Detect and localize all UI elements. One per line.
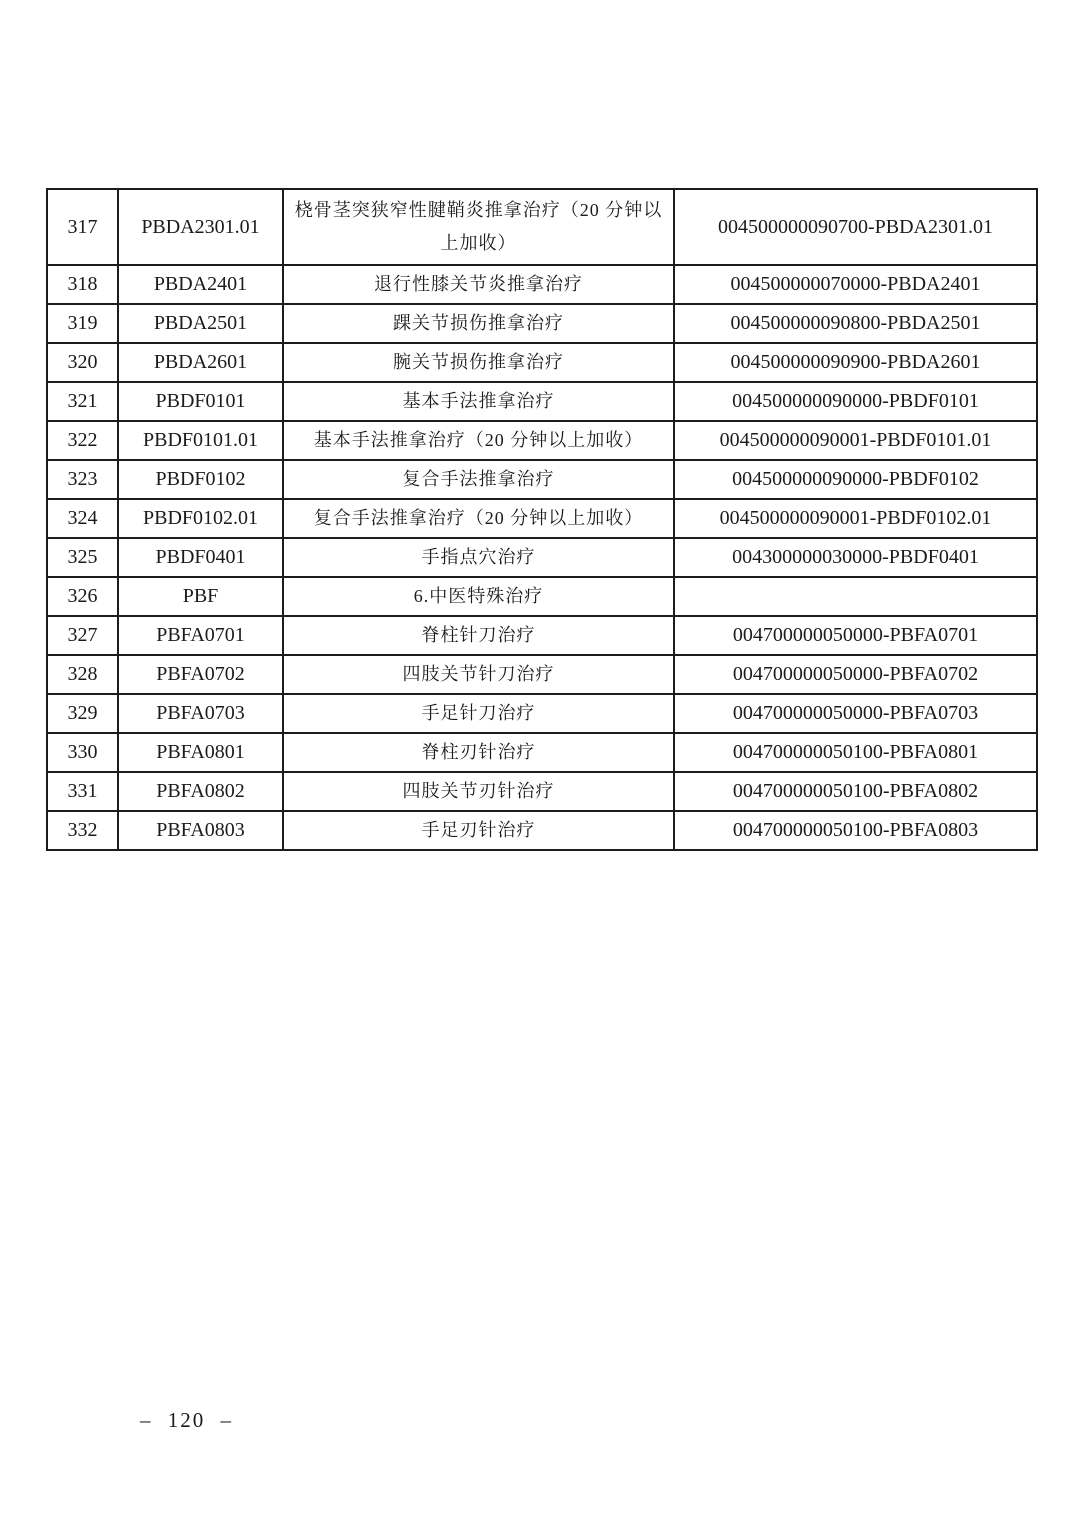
row-number-cell: 319 xyxy=(47,304,118,343)
row-number-cell: 325 xyxy=(47,538,118,577)
procedure-code-cell: PBDF0401 xyxy=(118,538,283,577)
procedure-name-cell: 复合手法推拿治疗（20 分钟以上加收） xyxy=(283,499,674,538)
procedure-name-cell: 脊柱针刀治疗 xyxy=(283,616,674,655)
standard-code-cell: 004500000090800-PBDA2501 xyxy=(674,304,1037,343)
standard-code-cell: 004700000050100-PBFA0803 xyxy=(674,811,1037,850)
procedure-code-cell: PBFA0801 xyxy=(118,733,283,772)
standard-code-cell: 004500000090700-PBDA2301.01 xyxy=(674,189,1037,265)
row-number-cell: 324 xyxy=(47,499,118,538)
table-row xyxy=(47,733,1037,772)
procedure-code-cell: PBDA2601 xyxy=(118,343,283,382)
row-number-cell: 317 xyxy=(47,189,118,265)
procedure-code-cell: PBDA2401 xyxy=(118,265,283,304)
standard-code-cell xyxy=(674,577,1037,616)
procedure-code-table-body xyxy=(47,189,1037,850)
procedure-name-cell: 踝关节损伤推拿治疗 xyxy=(283,304,674,343)
standard-code-cell: 004700000050000-PBFA0702 xyxy=(674,655,1037,694)
table-row xyxy=(47,694,1037,733)
procedure-name-cell: 基本手法推拿治疗 xyxy=(283,382,674,421)
table-row xyxy=(47,189,1037,265)
procedure-name-cell: 桡骨茎突狭窄性腱鞘炎推拿治疗（20 分钟以上加收） xyxy=(283,189,674,265)
procedure-code-cell: PBFA0703 xyxy=(118,694,283,733)
procedure-name-cell: 退行性膝关节炎推拿治疗 xyxy=(283,265,674,304)
row-number-cell: 323 xyxy=(47,460,118,499)
procedure-code-cell: PBF xyxy=(118,577,283,616)
table-row xyxy=(47,499,1037,538)
table-row xyxy=(47,421,1037,460)
procedure-name-cell: 6.中医特殊治疗 xyxy=(283,577,674,616)
table-row xyxy=(47,382,1037,421)
table-row xyxy=(47,304,1037,343)
standard-code-cell: 004700000050000-PBFA0701 xyxy=(674,616,1037,655)
procedure-name-cell: 四肢关节刃针治疗 xyxy=(283,772,674,811)
procedure-code-cell: PBFA0702 xyxy=(118,655,283,694)
procedure-code-cell: PBFA0803 xyxy=(118,811,283,850)
row-number-cell: 321 xyxy=(47,382,118,421)
procedure-code-cell: PBDA2301.01 xyxy=(118,189,283,265)
row-number-cell: 320 xyxy=(47,343,118,382)
row-number-cell: 331 xyxy=(47,772,118,811)
standard-code-cell: 004700000050100-PBFA0802 xyxy=(674,772,1037,811)
row-number-cell: 326 xyxy=(47,577,118,616)
table-row xyxy=(47,460,1037,499)
standard-code-cell: 004500000070000-PBDA2401 xyxy=(674,265,1037,304)
page-number: – 120 – xyxy=(140,1408,233,1432)
procedure-code-cell: PBFA0802 xyxy=(118,772,283,811)
table-row xyxy=(47,538,1037,577)
procedure-name-cell: 手指点穴治疗 xyxy=(283,538,674,577)
procedure-code-table xyxy=(46,188,1038,851)
standard-code-cell: 004500000090000-PBDF0102 xyxy=(674,460,1037,499)
row-number-cell: 332 xyxy=(47,811,118,850)
table-row xyxy=(47,655,1037,694)
standard-code-cell: 004500000090001-PBDF0102.01 xyxy=(674,499,1037,538)
table-row xyxy=(47,811,1037,850)
row-number-cell: 330 xyxy=(47,733,118,772)
procedure-name-cell: 四肢关节针刀治疗 xyxy=(283,655,674,694)
table-row xyxy=(47,577,1037,616)
table-row xyxy=(47,772,1037,811)
procedure-name-cell: 脊柱刃针治疗 xyxy=(283,733,674,772)
procedure-code-cell: PBFA0701 xyxy=(118,616,283,655)
procedure-code-cell: PBDA2501 xyxy=(118,304,283,343)
table-row xyxy=(47,616,1037,655)
row-number-cell: 329 xyxy=(47,694,118,733)
procedure-name-cell: 基本手法推拿治疗（20 分钟以上加收） xyxy=(283,421,674,460)
row-number-cell: 327 xyxy=(47,616,118,655)
procedure-name-cell: 手足刃针治疗 xyxy=(283,811,674,850)
row-number-cell: 318 xyxy=(47,265,118,304)
procedure-code-cell: PBDF0101 xyxy=(118,382,283,421)
procedure-code-cell: PBDF0102 xyxy=(118,460,283,499)
table-row xyxy=(47,265,1037,304)
procedure-name-cell: 手足针刀治疗 xyxy=(283,694,674,733)
standard-code-cell: 004500000090000-PBDF0101 xyxy=(674,382,1037,421)
standard-code-cell: 004700000050000-PBFA0703 xyxy=(674,694,1037,733)
procedure-code-cell: PBDF0102.01 xyxy=(118,499,283,538)
row-number-cell: 328 xyxy=(47,655,118,694)
procedure-name-cell: 腕关节损伤推拿治疗 xyxy=(283,343,674,382)
table-row xyxy=(47,343,1037,382)
standard-code-cell: 004500000090001-PBDF0101.01 xyxy=(674,421,1037,460)
standard-code-cell: 004300000030000-PBDF0401 xyxy=(674,538,1037,577)
standard-code-cell: 004700000050100-PBFA0801 xyxy=(674,733,1037,772)
procedure-code-cell: PBDF0101.01 xyxy=(118,421,283,460)
procedure-name-cell: 复合手法推拿治疗 xyxy=(283,460,674,499)
standard-code-cell: 004500000090900-PBDA2601 xyxy=(674,343,1037,382)
row-number-cell: 322 xyxy=(47,421,118,460)
